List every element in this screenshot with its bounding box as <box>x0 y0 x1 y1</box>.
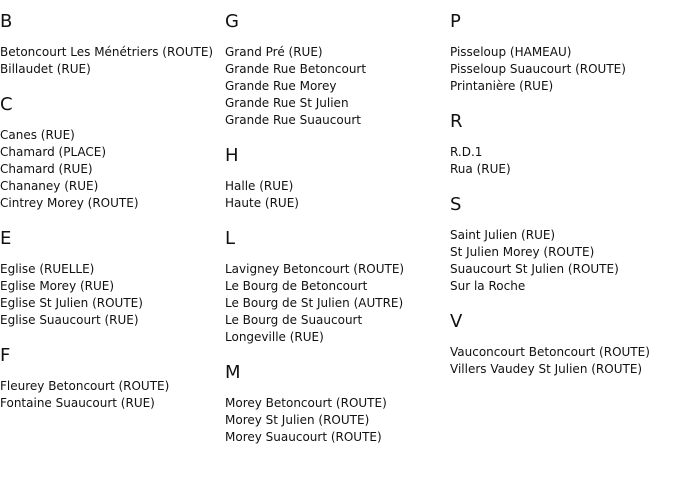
street-name: Cintrey Morey (ROUTE) <box>0 196 139 210</box>
letter-heading: C <box>0 94 13 115</box>
letter-heading: S <box>450 194 462 215</box>
letter-group <box>225 229 450 351</box>
street-name: Grande Rue St Julien <box>225 96 349 110</box>
street-name: Le Bourg de Betoncourt <box>225 279 368 293</box>
street-name: Canes (RUE) <box>0 128 75 142</box>
street-name: Fontaine Suaucourt (RUE) <box>0 396 155 410</box>
street-list <box>450 344 675 378</box>
street-name: Eglise St Julien (ROUTE) <box>0 296 143 310</box>
street-list <box>450 44 675 95</box>
letter-heading: M <box>225 362 241 383</box>
letter-group <box>225 12 450 134</box>
letter-group <box>450 312 675 383</box>
street-name: Lavigney Betoncourt (ROUTE) <box>225 262 405 276</box>
street-list <box>0 261 225 329</box>
street-name: Sur la Roche <box>450 279 526 293</box>
letter-heading: E <box>0 228 12 249</box>
street-name: Morey Betoncourt (ROUTE) <box>225 396 387 410</box>
street-list <box>450 144 675 178</box>
street-name: Morey Suaucourt (ROUTE) <box>225 430 382 444</box>
street-name: Morey St Julien (ROUTE) <box>225 413 370 427</box>
street-name: Grande Rue Betoncourt <box>225 62 367 76</box>
street-name: Chamard (PLACE) <box>0 145 107 159</box>
letter-heading: L <box>225 228 236 249</box>
letter-group <box>450 195 675 300</box>
letter-heading: V <box>450 311 463 332</box>
street-name: Grand Pré (RUE) <box>225 45 323 59</box>
letter-heading: R <box>450 111 463 132</box>
letter-heading: G <box>225 11 239 32</box>
street-name: Saint Julien (RUE) <box>450 228 556 242</box>
street-name: Villers Vaudey St Julien (ROUTE) <box>450 362 643 376</box>
letter-heading: B <box>0 11 13 32</box>
street-list <box>0 378 225 412</box>
street-list <box>225 44 450 129</box>
street-name: Pisseloup (HAMEAU) <box>450 45 572 59</box>
letter-heading: F <box>0 345 11 366</box>
street-name: Eglise (RUELLE) <box>0 262 95 276</box>
letter-group <box>225 146 450 217</box>
letter-group <box>450 112 675 183</box>
letter-heading: H <box>225 145 239 166</box>
street-name: Chamard (RUE) <box>0 162 93 176</box>
street-name: St Julien Morey (ROUTE) <box>450 245 595 259</box>
street-name: Longeville (RUE) <box>225 330 324 344</box>
street-name: Betoncourt Les Ménétriers (ROUTE) <box>0 45 214 59</box>
street-name: Fleurey Betoncourt (ROUTE) <box>0 379 170 393</box>
street-name: R.D.1 <box>450 145 483 159</box>
street-name: Haute (RUE) <box>225 196 299 210</box>
street-list <box>225 261 450 346</box>
street-name: Le Bourg de St Julien (AUTRE) <box>225 296 404 310</box>
street-name: Pisseloup Suaucourt (ROUTE) <box>450 62 626 76</box>
street-name: Grande Rue Suaucourt <box>225 113 361 127</box>
street-name: Printanière (RUE) <box>450 79 554 93</box>
street-list <box>225 395 450 446</box>
street-name: Eglise Morey (RUE) <box>0 279 115 293</box>
street-name: Billaudet (RUE) <box>0 62 91 76</box>
street-name: Vauconcourt Betoncourt (ROUTE) <box>450 345 650 359</box>
street-column <box>0 0 225 417</box>
street-list <box>450 227 675 295</box>
street-list <box>0 44 225 78</box>
street-name: Grande Rue Morey <box>225 79 337 93</box>
letter-group <box>0 229 225 334</box>
letter-group <box>0 95 225 217</box>
street-name: Rua (RUE) <box>450 162 511 176</box>
letter-group <box>0 346 225 417</box>
street-column <box>450 0 675 383</box>
street-name: Halle (RUE) <box>225 179 294 193</box>
street-name: Eglise Suaucourt (RUE) <box>0 313 139 327</box>
street-column <box>225 0 450 451</box>
street-name: Suaucourt St Julien (ROUTE) <box>450 262 619 276</box>
street-name: Chananey (RUE) <box>0 179 99 193</box>
street-list <box>225 178 450 212</box>
letter-group <box>225 363 450 451</box>
letter-heading: P <box>450 11 461 32</box>
letter-group <box>0 12 225 83</box>
street-name: Le Bourg de Suaucourt <box>225 313 363 327</box>
letter-group <box>450 12 675 100</box>
street-list <box>0 127 225 212</box>
